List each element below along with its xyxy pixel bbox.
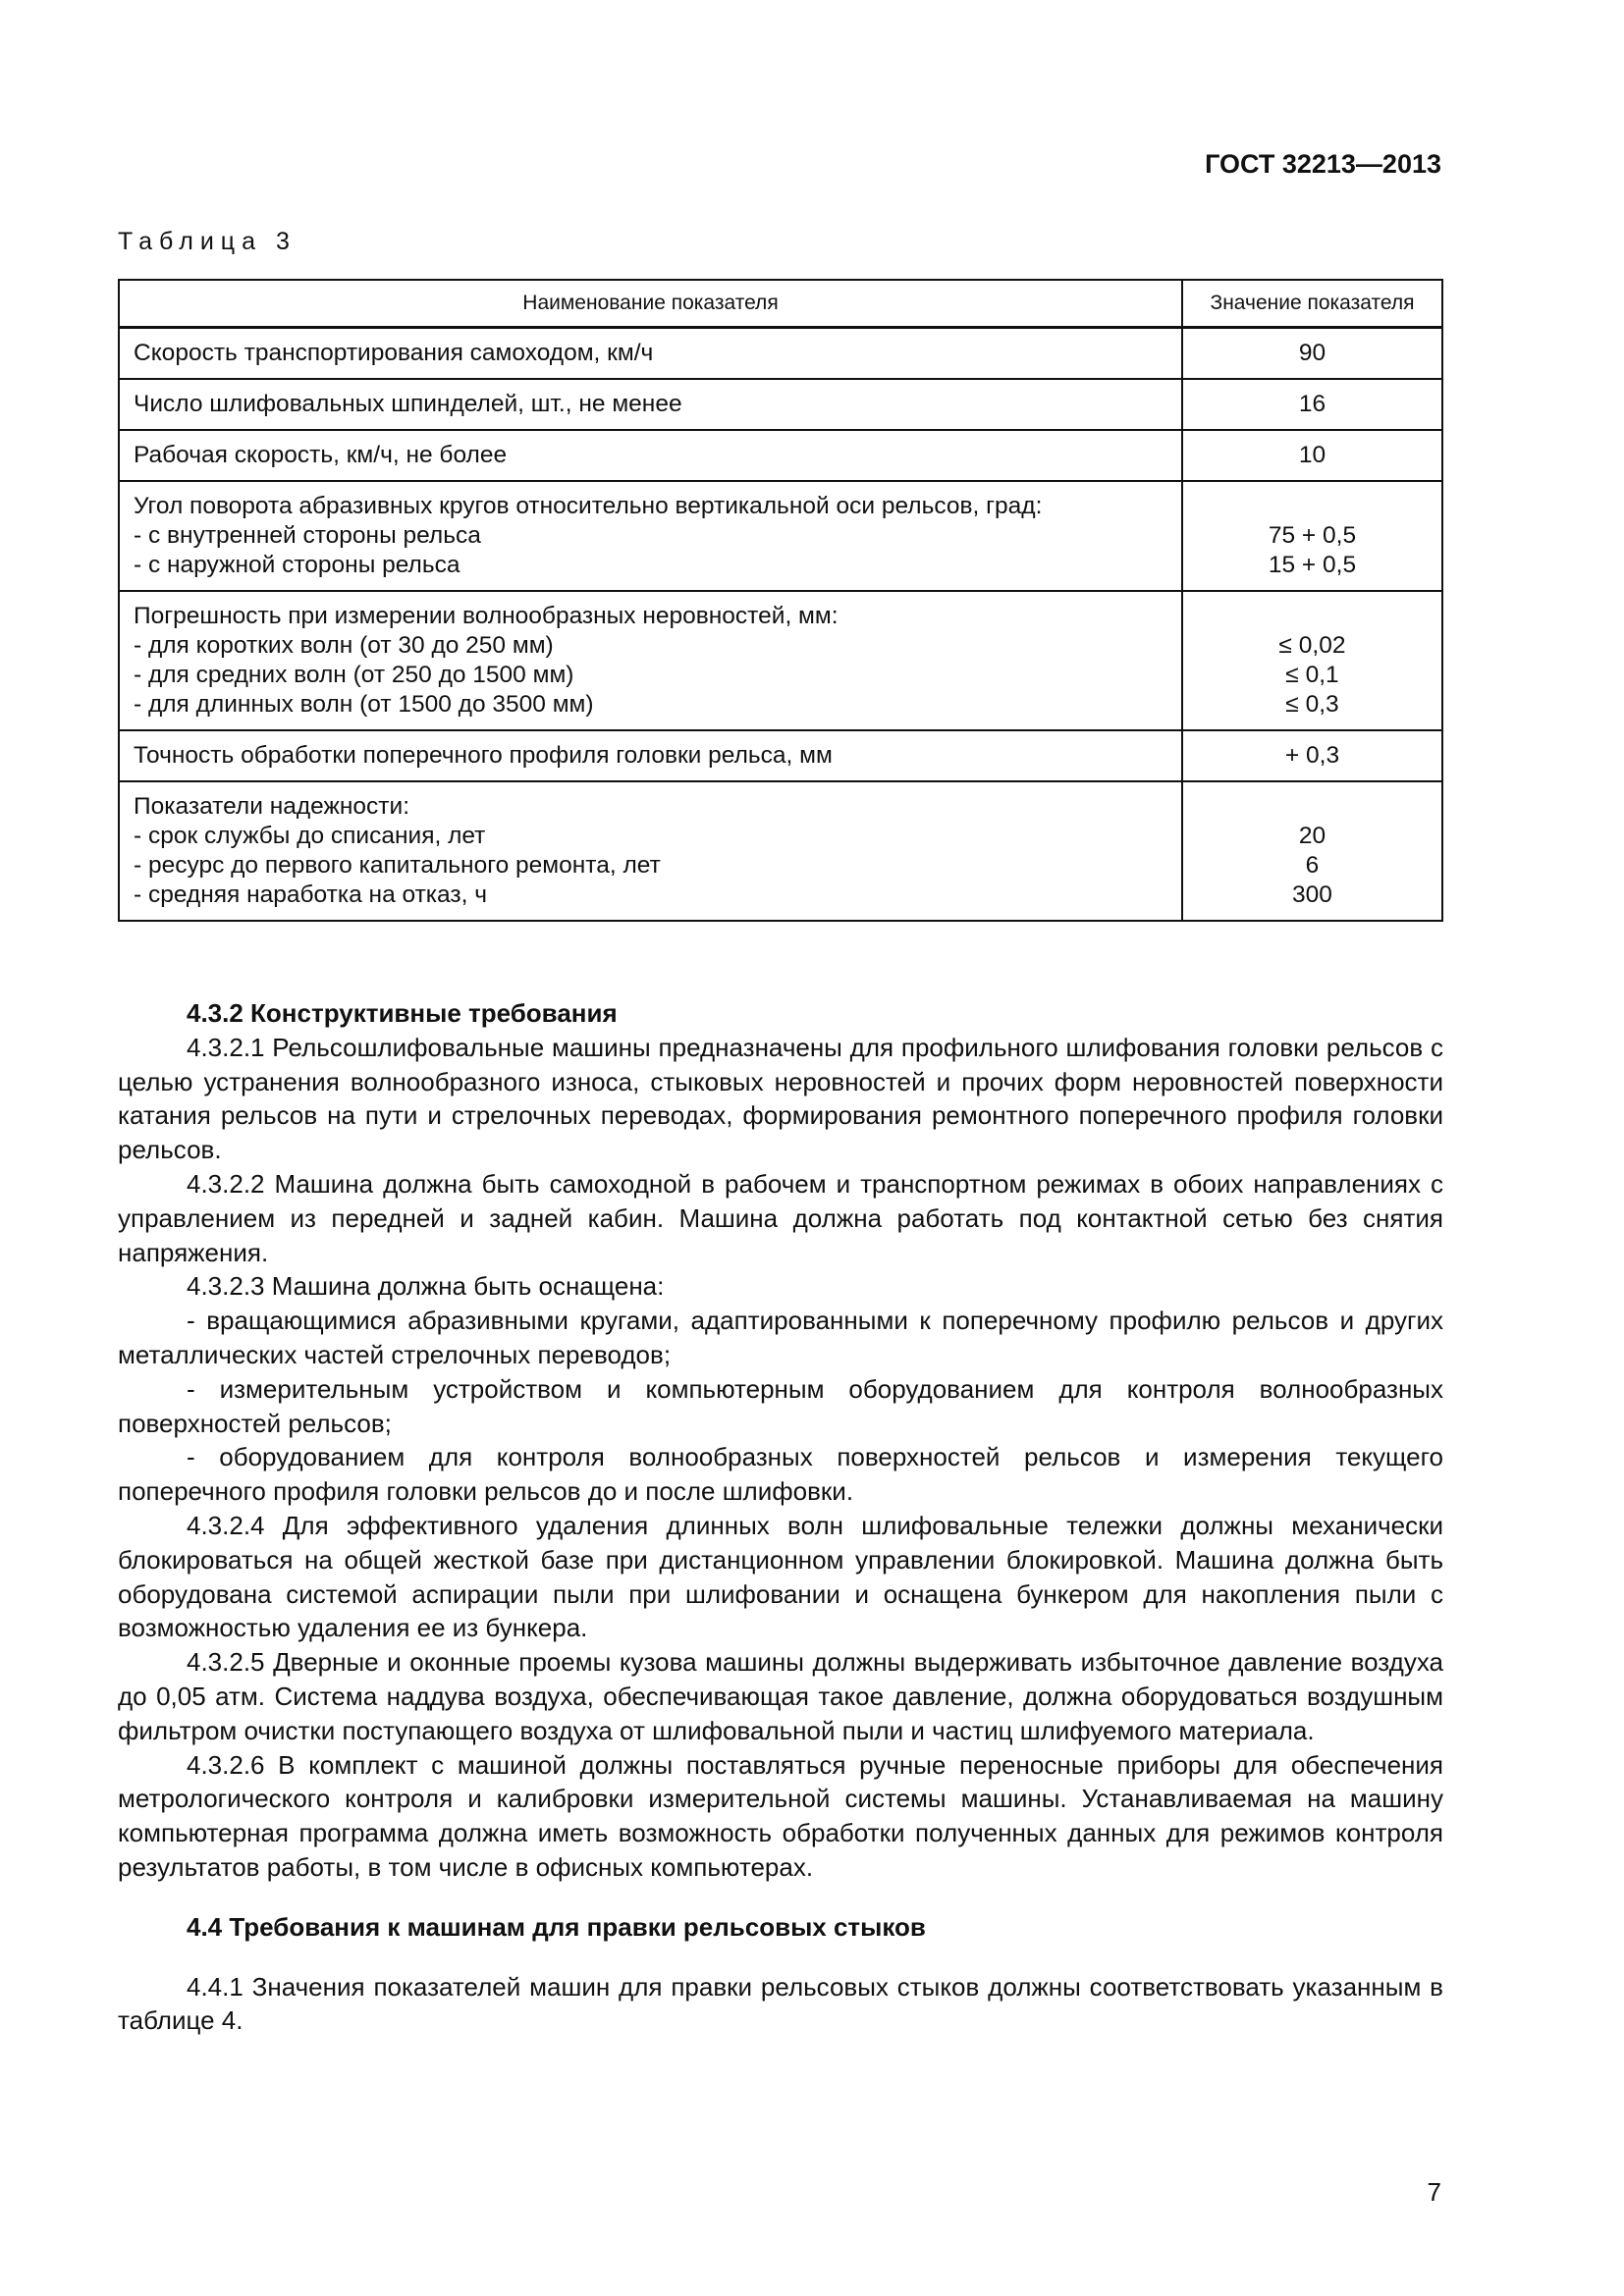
indicator-name-line: - для коротких волн (от 30 до 250 мм) [134,632,554,659]
indicator-value-line: + 0,3 [1284,742,1340,769]
indicator-value-line: 10 [1298,442,1326,468]
indicator-name-line: - срок службы до списания, лет [134,823,486,849]
indicator-value-line: 90 [1298,340,1326,366]
specification-table [118,279,1443,922]
list-item-abrasive-wheels: - вращающимися абразивными кругами, адаптированными к поперечному профилю рельсов и других металлических частей стрелочных переводов; [118,1306,1443,1369]
paragraph-4-3-2-6: 4.3.2.6 В комплект с машиной должны поставляться ручные переносные приборы для обеспечения метрологического контроля и калибровки измерительной системы машины. Устанавливаемая на машину компьютерная программа должна иметь возможность обработки полученных данных для режимов контроля результатов работы, в том числе в офисных компьютерах. [118,1749,1443,1882]
table-caption: Таблица 3 [118,228,297,255]
document-body [118,996,1443,2038]
table-row [119,430,1442,481]
indicator-value-cell [1182,430,1442,481]
paragraph-4-3-2-2: 4.3.2.2 Машина должна быть самоходной в рабочем и транспортном режимах в обоих направлениях с управлением из передней и задней кабин. Машина должна работать под контактной сетью без снятия напряжения. [118,1168,1443,1267]
indicator-value-line: 300 [1292,881,1332,908]
paragraph-4-3-2-1: 4.3.2.1 Рельсошлифовальные машины предназначены для профильного шлифования головки рельсов с целью устранения волнообразного износа, стыковых неровностей и прочих форм неровностей поверхности катания рельсов на пути и стрелочных переводах, формирования ремонтного поперечного профиля головки рельсов. [118,1032,1443,1165]
table-row [119,730,1442,781]
indicator-name-line: - с наружной стороны рельса [134,552,460,578]
indicator-name-cell [119,730,1182,781]
table-row [119,591,1442,730]
document-standard-number: ГОСТ 32213—2013 [1205,149,1441,179]
paragraph-4-3-2-3: 4.3.2.3 Машина должна быть оснащена: [187,1271,665,1302]
column-header-value: Значение показателя [1182,280,1442,328]
table-row [119,481,1442,591]
indicator-value-line: 15 + 0,5 [1268,552,1357,578]
indicator-value-line: ≤ 0,02 [1278,632,1346,659]
indicator-name-line: Угол поворота абразивных кругов относительно вертикальной оси рельсов, град: [134,493,1043,519]
indicator-name-line: - для длинных волн (от 1500 до 3500 мм) [134,691,594,718]
table-body [119,328,1442,922]
indicator-name-line: Скорость транспортирования самоходом, км/ч [134,340,654,366]
section-heading-4-4: 4.4 Требования к машинам для правки рельсовых стыков [187,1911,926,1942]
indicator-value-line: ≤ 0,3 [1285,691,1339,718]
indicator-name-line: - ресурс до первого капитального ремонта, лет [134,852,661,879]
indicator-value-cell [1182,481,1442,591]
table-header-row [119,280,1442,328]
indicator-value-cell [1182,328,1442,380]
section-heading-4-3-2: 4.3.2 Конструктивные требования [187,998,618,1028]
indicator-value-line: 6 [1305,852,1320,879]
table-row [119,379,1442,430]
indicator-name-cell [119,328,1182,380]
indicator-value-cell [1182,730,1442,781]
page-number: 7 [1427,2177,1441,2207]
table-row [119,328,1442,380]
paragraph-4-3-2-5: 4.3.2.5 Дверные и оконные проемы кузова машины должны выдерживать избыточное давление воздуха до 0,05 атм. Система наддува воздуха, обеспечивающая такое давление, должна оборудоваться воздушным фильтром очистки поступающего воздуха от шлифовальной пыли и частиц шлифуемого материала. [118,1647,1443,1745]
list-item-measuring-device: - измерительным устройством и компьютерным оборудованием для контроля волнообразных поверхностей рельсов; [118,1373,1443,1438]
indicator-value-line: ≤ 0,1 [1285,662,1339,688]
paragraph-4-3-2-4: 4.3.2.4 Для эффективного удаления длинных волн шлифовальные тележки должны механически блокироваться на общей жесткой базе при дистанционном управлении блокировкой. Машина должна быть оборудована системой аспирации пыли при шлифовании и оснащена бункером для накопления пыли с возможностью удаления ее из бункера. [118,1510,1443,1643]
indicator-name-line: Показатели надежности: [134,793,410,820]
paragraph-4-4-1: 4.4.1 Значения показателей машин для правки рельсовых стыков должны соответствовать указанным в таблице 4. [118,1971,1443,2036]
indicator-value-line: 16 [1298,391,1326,417]
indicator-value-cell [1182,781,1442,921]
indicator-value-line: 20 [1298,823,1326,849]
indicator-name-line: Число шлифовальных шпинделей, шт., не менее [134,391,682,417]
indicator-name-cell [119,481,1182,591]
column-header-name: Наименование показателя [119,280,1182,328]
indicator-value-cell [1182,591,1442,730]
list-item-profile-control: - оборудованием для контроля волнообразных поверхностей рельсов и измерения текущего поперечного профиля головки рельсов до и после шлифовки. [118,1442,1443,1507]
indicator-name-cell [119,781,1182,921]
indicator-name-line: Рабочая скорость, км/ч, не более [134,442,508,468]
indicator-name-cell [119,430,1182,481]
indicator-name-line: - средняя наработка на отказ, ч [134,881,488,908]
indicator-name-line: Точность обработки поперечного профиля головки рельса, мм [134,742,833,769]
indicator-value-line: 75 + 0,5 [1268,522,1357,549]
indicator-name-line: Погрешность при измерении волнообразных неровностей, мм: [134,603,839,629]
indicator-name-line: - с внутренней стороны рельса [134,522,481,549]
indicator-value-cell [1182,379,1442,430]
indicator-name-cell [119,379,1182,430]
table-row [119,781,1442,921]
indicator-name-line: - для средних волн (от 250 до 1500 мм) [134,662,574,688]
indicator-name-cell [119,591,1182,730]
